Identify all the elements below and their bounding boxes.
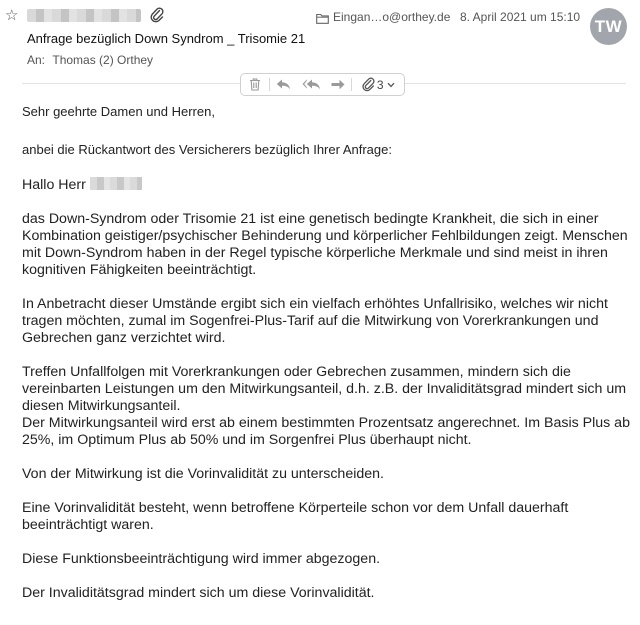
message-body <box>22 103 632 602</box>
paragraph-contribution: Treffen Unfallfolgen mit Vorerkrankungen oder Gebrechen zusammen, mindern sich die vereinbarten Leistungen um den Mitwirkungsanteil, d.h. z.B. der Invaliditätsgrad mindert sich um diesen Mitwirkungsanteil. <box>22 364 627 414</box>
chevron-down-icon <box>387 82 395 88</box>
paragraph-deduction: Diese Funktionsbeeinträchtigung wird immer abgezogen. <box>22 551 381 567</box>
message-subject: Anfrage bezüglich Down Syndrom _ Trisomie 21 <box>27 31 306 46</box>
message-toolbar <box>240 73 405 96</box>
forward-icon <box>331 79 345 90</box>
recipient-name-redacted <box>90 177 142 190</box>
message-date: 8. April 2021 um 15:10 <box>460 10 581 24</box>
paperclip-icon <box>362 77 375 92</box>
star-icon[interactable]: ☆ <box>5 7 19 24</box>
paragraph-accident-risk: In Anbetracht dieser Umstände ergibt sich ein vielfach erhöhtes Unfallrisiko, welches wir nicht tragen möchten, zumal im Sogenfrei-Plus-Tarif auf die Mitwirkung von Vorerkrankungen und Gebrechen ganz verzichtet wird. <box>22 296 608 346</box>
paragraph-contribution-share: Der Mitwirkungsanteil wird erst ab einem bestimmten Prozentsatz angerechnet. Im Basis Plus ab 25%, im Optimum Plus ab 50% und im Sorgenfrei Plus überhaupt nicht. <box>22 415 630 448</box>
avatar: TW <box>590 8 627 45</box>
paragraph-distinction: Von der Mitwirkung ist die Vorinvalidität zu unterscheiden. <box>22 466 384 482</box>
folder-icon <box>316 11 329 22</box>
recipient-label: An: <box>27 53 46 67</box>
attachments-button[interactable] <box>352 74 404 95</box>
reply-button[interactable] <box>270 74 298 95</box>
paragraph-down-syndrome: das Down-Syndrom oder Trisomie 21 ist eine genetisch bedingte Krankheit, die sich in einer Kombination geistiger/psychischer Behinderung und körperlicher Fehlbildungen zeigt. Menschen mit Down-Syndrom haben in der Regel typische körperliche Merkmale und sind meist in ihren kognitiven Fähigkeiten beeinträchtigt. <box>22 211 628 278</box>
reply-icon <box>276 79 291 90</box>
mailbox-name[interactable]: Eingan…o@orthey.de <box>333 10 451 24</box>
forward-button[interactable] <box>325 74 351 95</box>
greeting-line: Sehr geehrte Damen und Herren, <box>22 104 215 119</box>
delete-button[interactable] <box>241 74 269 95</box>
reply-all-icon <box>302 79 321 90</box>
salutation-line <box>22 177 632 194</box>
paragraph-invalidity-degree: Der Invaliditätsgrad mindert sich um diese Vorinvalidität. <box>22 585 375 601</box>
salutation-text: Hallo Herr <box>22 177 86 193</box>
paragraph-pre-invalidity: Eine Vorinvalidität besteht, wenn betroffene Körperteile schon vor dem Unfall dauerhaft beeinträchtigt waren. <box>22 500 569 533</box>
attachment-count: 3 <box>376 77 384 92</box>
intro-line: anbei die Rückantwort des Versicherers bezüglich Ihrer Anfrage: <box>22 142 392 157</box>
sender-name-redacted <box>27 9 141 22</box>
reply-all-button[interactable] <box>298 74 326 95</box>
paperclip-icon <box>150 6 164 24</box>
recipient-row <box>27 53 153 67</box>
trash-icon <box>249 78 261 91</box>
recipient-name[interactable]: Thomas (2) Orthey <box>52 53 154 67</box>
